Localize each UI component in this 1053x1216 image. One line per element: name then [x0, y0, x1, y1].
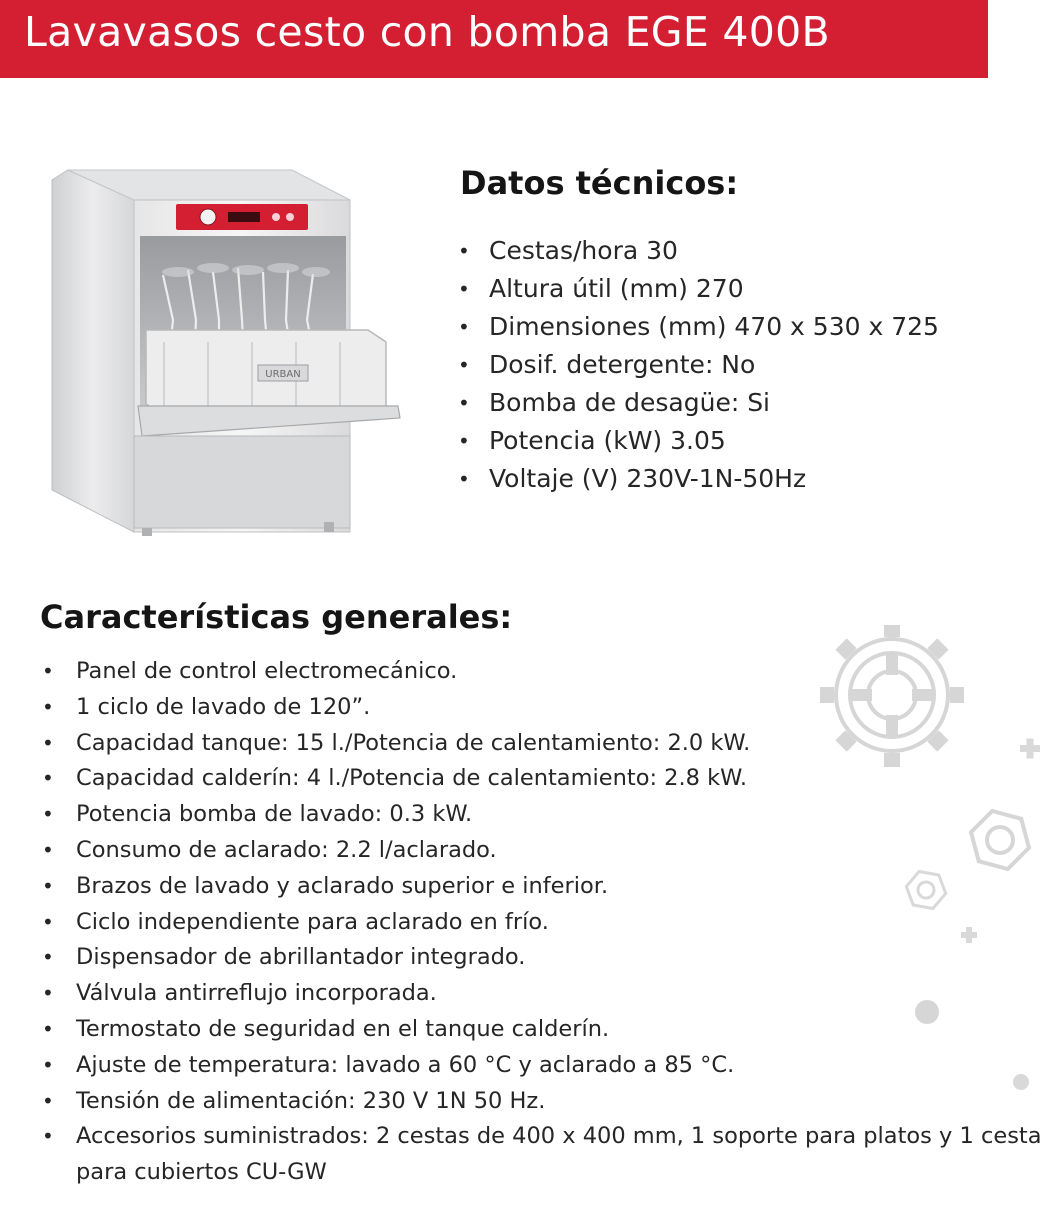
list-item: • 1 ciclo de lavado de 120”. — [42, 690, 1051, 726]
bullet: • — [42, 981, 54, 1006]
list-item: • Capacidad tanque: 15 l./Potencia de calentamiento: 2.0 kW. — [42, 726, 1051, 762]
bullet: • — [42, 659, 54, 683]
bullet: • — [42, 802, 54, 827]
list-item: • Consumo de aclarado: 2.2 l/aclarado. — [42, 833, 1051, 869]
title-banner — [0, 0, 988, 78]
datos-tecnicos-heading: Datos técnicos: — [460, 164, 739, 202]
bullet: • — [458, 239, 470, 263]
list-item: • Termostato de seguridad en el tanque calderín. — [42, 1012, 1051, 1048]
list-item: • Voltaje (V) 230V-1N-50Hz — [458, 460, 939, 498]
bullet: • — [458, 315, 470, 339]
bullet: • — [458, 391, 470, 415]
list-item: • Altura útil (mm) 270 — [458, 270, 939, 308]
list-item: • Potencia bomba de lavado: 0.3 kW. — [42, 797, 1051, 833]
datos-tecnicos-list — [458, 232, 939, 498]
list-item: • Bomba de desagüe: Si — [458, 384, 939, 422]
list-item: • Cestas/hora 30 — [458, 232, 939, 270]
basket-label: URBAN — [265, 369, 301, 380]
list-item: • Potencia (kW) 3.05 — [458, 422, 939, 460]
bullet: • — [42, 1124, 54, 1149]
list-item: • Dosif. detergente: No — [458, 346, 939, 384]
bullet: • — [42, 1016, 54, 1041]
bullet: • — [42, 1088, 54, 1113]
bullet: • — [42, 730, 54, 755]
list-item: • Dimensiones (mm) 470 x 530 x 725 — [458, 308, 939, 346]
list-item: • Accesorios suministrados: 2 cestas de 400 x 400 mm, 1 soporte para platos y 1 cesta para cubiertos CU-GW — [42, 1119, 1051, 1191]
glass-washer-machine-image — [38, 160, 408, 540]
bullet: • — [42, 945, 54, 970]
bullet: • — [42, 694, 54, 719]
list-item: • Capacidad calderín: 4 l./Potencia de calentamiento: 2.8 kW. — [42, 761, 1051, 797]
bullet: • — [42, 766, 54, 791]
bullet: • — [42, 837, 54, 862]
list-item: • Ciclo independiente para aclarado en frío. — [42, 905, 1051, 941]
bullet: • — [42, 873, 54, 898]
bullet: • — [458, 429, 470, 453]
bullet: • — [458, 467, 470, 491]
caracteristicas-list — [42, 654, 1051, 1191]
bullet: • — [458, 277, 470, 301]
caracteristicas-heading: Características generales: — [40, 598, 513, 636]
bullet: • — [42, 909, 54, 934]
list-item: • Ajuste de temperatura: lavado a 60 °C y aclarado a 85 °C. — [42, 1048, 1051, 1084]
list-item: • Tensión de alimentación: 230 V 1N 50 Hz. — [42, 1084, 1051, 1120]
list-item: • Dispensador de abrillantador integrado. — [42, 940, 1051, 976]
bullet: • — [458, 353, 470, 377]
bullet: • — [42, 1052, 54, 1077]
list-item: • Válvula antirreflujo incorporada. — [42, 976, 1051, 1012]
list-item: • Brazos de lavado y aclarado superior e inferior. — [42, 869, 1051, 905]
list-item: • Panel de control electromecánico. — [42, 654, 1051, 690]
page-title: Lavavasos cesto con bomba EGE 400B — [24, 8, 830, 56]
